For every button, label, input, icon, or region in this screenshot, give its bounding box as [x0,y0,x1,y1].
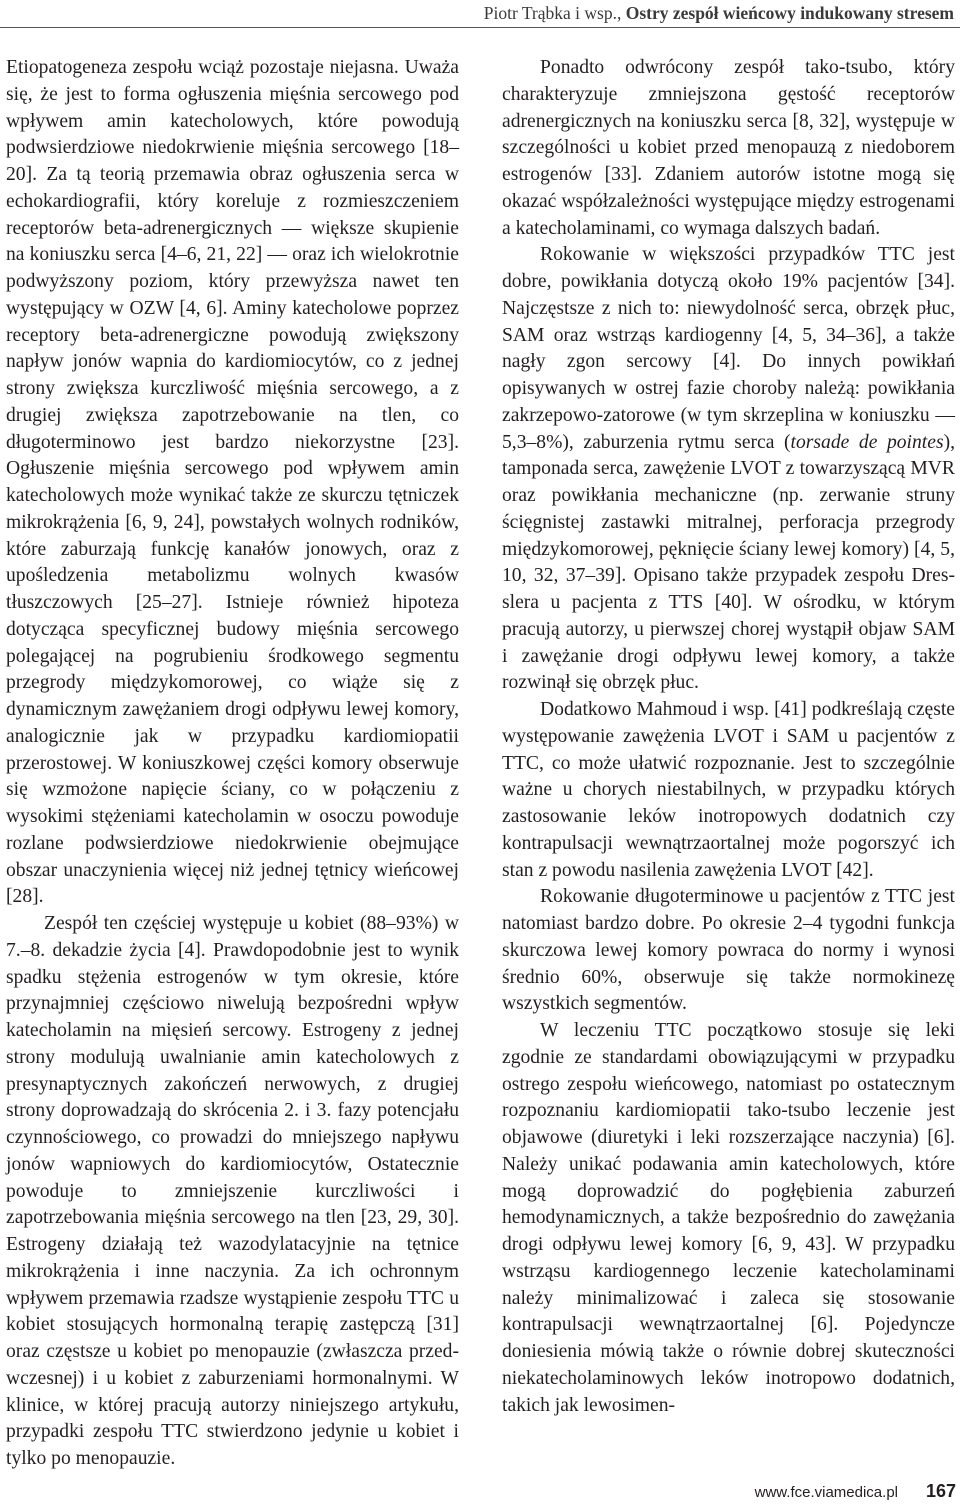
prognosis-text-part1: Rokowanie w większości przypadków TTC jest dobre, powikłania dotyczą około 19% pacjentów [34]. Najczęstsze z nich to: niewydolność serca, obrzęk płuc, SAM oraz wstrząs kardiogenny [4, 5, 34–36], a także nagły zgon sercowy [4]. Do innych powikłań opisywanych w ostrej fazie choroby należą: powikłania zakrzepowo-zatorowe (w tym skrzeplina w koniuszku — 5,3–8%), zaburzenia rytmu serca ( [502,244,955,453]
page-footer [0,1478,960,1512]
footer-url: www.fce.viamedica.pl [754,1484,898,1501]
prognosis-text-italic: torsade de pointes [790,431,944,453]
right-paragraph-reverse-ttc: Ponadto odwrócony zespół tako-tsubo, który charakteryzuje zmniejszona gęstość receptorów adrenergicznych na koniuszku serca [8, 32], występuje w szczególności u kobiet przed menopauzą z niedoborem estrogenów [33]. Zdaniem autorów istotne mogą się okazać współzależności występujące między estrogenami a katecholaminami, co wymaga dalszych badań. [502,57,955,239]
header-separator: , [616,3,626,23]
right-paragraph-treatment: W leczeniu TTC początkowo stosuje się leki zgodnie ze standardami obowiązującymi w przypadku ostrego zespołu wieńcowego, natomiast po ostatecznym rozpoznaniu kardiomiopatii tako-tsubo leczenie jest objawowe (diuretyki i leki rozszerzające naczynia) [6]. Należy unikać podawania amin katecholowych, które mogą doprowadzić do pogłębienia zaburzeń hemodynamicznych, a także bezpośrednio do zawężania drogi odpływu lewej komory [6, 9, 43]. W przypadku wstrząsu kardiogennego leczenie katecholaminami należy minimalizować i zaleca się stosowanie kontrapulsacji wewnątrzaortalnej [6]. Pojedyncze doniesienia mówią także o równie dobrej skuteczności niekatecholaminowych leków inotropowo dodatnich, takich jak lewosimen- [502,1020,955,1416]
header-article-title: Ostry zespół wieńcowy indukowany stresem [625,3,954,23]
header-authors: Piotr Trąbka i wsp. [483,3,617,23]
left-paragraph-epidemiology: Zespół ten częściej występuje u kobiet (88–93%) w 7.–8. dekadzie życia [4]. Prawdopodobnie jest to wynik spadku stężenia estrogenów w tym okresie, które przynajmniej częściowo niwelują bezpośredni wpływ katecholamin na mięsień sercowy. Estrogeny z jednej strony modulują uwalnianie amin katecholowych z presynaptycznych zakończeń nerwowych, z drugiej strony doprowadzają do skrócenia 2. i 3. fazy potencjału czynnościowego, co prowadzi do mniejszego napływu jonów wapniowych do kardiomiocytów, Ostatecznie powoduje to zmniejszenie kurczliwości i zapotrzebowania mięśnia sercowego na tlen [23, 29, 30]. Estrogeny działają też wazodylatacyjnie na tętnice mikrokrążenia i inne naczynia. Za ich ochronnym wpływem przemawia rzadsze wystąpienie zespołu TTC u kobiet stosujących hormonalną terapię zastępczą [31] oraz częstsze u kobiet po menopauzie (zwłaszcza przedwczesnej) i u kobiet z zaburzeniami hormonalnymi. W klinice, w której pracują autorzy niniejszego artykułu, przypadki zespołu TTC stwierdzono jedynie u kobiet i tylko po menopauzie. [6,913,459,1469]
prognosis-text-part2: ), tamponada serca, zawężenie LVOT z towarzyszącą MVR oraz powikłania mechaniczne (np. zerwanie struny ścięgnistej zastawki mitralnej, perforacja przegrody międzykomorowej, pęknięcie ściany lewej komory) [4, 5, 10, 32, 37–39]. Opisano także przypadek zespołu Dresslera u pacjenta z TTS [40]. W ośrodku, w którym pracują autorzy, u pierwszej chorej wystąpił objaw SAM i zawężanie drogi odpływu lewej komory, a także rozwinął się obrzęk płuc. [502,431,956,694]
right-paragraph-mahmoud: Dodatkowo Mahmoud i wsp. [41] podkreślają częste występowanie zawężenia LVOT i SAM u pacjentów z TTC, co może ułatwić rozpoznanie. Jest to szczególnie ważne u chorych niestabilnych, w przypadku których zastosowanie leków inotropowych dodatnich czy kontrapulsacji wewnątrzaortalnej może pogorszyć ich stan z powodu nasilenia zawężenia LVOT [42]. [502,699,955,881]
right-paragraph-prognosis [502,242,955,697]
left-column [6,55,459,1473]
right-paragraph-long-term: Rokowanie długoterminowe u pacjentów z TTC jest natomiast bardzo dobre. Po okresie 2–4 tygodni funkcja skurczowa lewej komory powraca do normy i wynosi średnio 60%, obserwuje się także normokinezę wszystkich segmentów. [502,886,955,1015]
page-number: 167 [925,1481,956,1501]
right-column [502,55,955,1419]
left-paragraph-etiopathogenesis: Etiopatogeneza zespołu wciąż pozostaje niejasna. Uważa się, że jest to forma ogłuszenia mięśnia sercowego pod wpływem amin katecholowych, które powodują podwsierdziowe niedokrwienie mięśnia sercowego [18–20]. Za tą teorią przemawia obraz ogłuszenia serca w echokardiografii, który koreluje z rozmieszczeniem receptorów beta-adrenergicznych — większe skupienie na koniuszku serca [4–6, 21, 22] — oraz ich wielokrotnie podwyższony poziom, który przewyższa nawet ten występujący w OZW [4, 6]. Aminy katecholowe poprzez receptory beta-adrenergiczne powodują zwiększony napływ jonów wapnia do kardiomiocytów, co z jednej strony zwiększa kurczliwość mięśnia sercowego, a z drugiej zwiększa zapotrzebowanie na tlen, co długoterminowo jest bardzo niekorzystne [23]. Ogłuszenie mięśnia sercowego pod wpływem amin katecholowych może wynikać także ze skurczu tętniczek mikrokrążenia [6, 9, 24], powstałych wolnych rodników, które zaburzają funkcję kanałów jonowych, oraz z upośledzenia metabolizmu wolnych kwasów tłuszczowych [25–27]. Istnieje również hipoteza dotycząca specyficznej budowy mięśnia sercowego polegającej na pogrubieniu środkowego segmentu przegrody międzykomorowej, co wiąże się z dynamicznym zawężaniem drogi odpływu lewej komory, analogicznie jak w przypadku kardiomiopatii przerostowej. W koniuszkowej części komory obserwuje się wzmożone napięcie ściany, co w połączeniu z wysokimi stężeniami katecholamin w osoczu powoduje rozlane podwsierdziowe niedokrwienie obejmujące obszar unaczynienia więcej niż jednej tętnicy wieńcowej [28]. [6,57,459,908]
header-divider [0,27,960,28]
running-header [484,0,954,26]
